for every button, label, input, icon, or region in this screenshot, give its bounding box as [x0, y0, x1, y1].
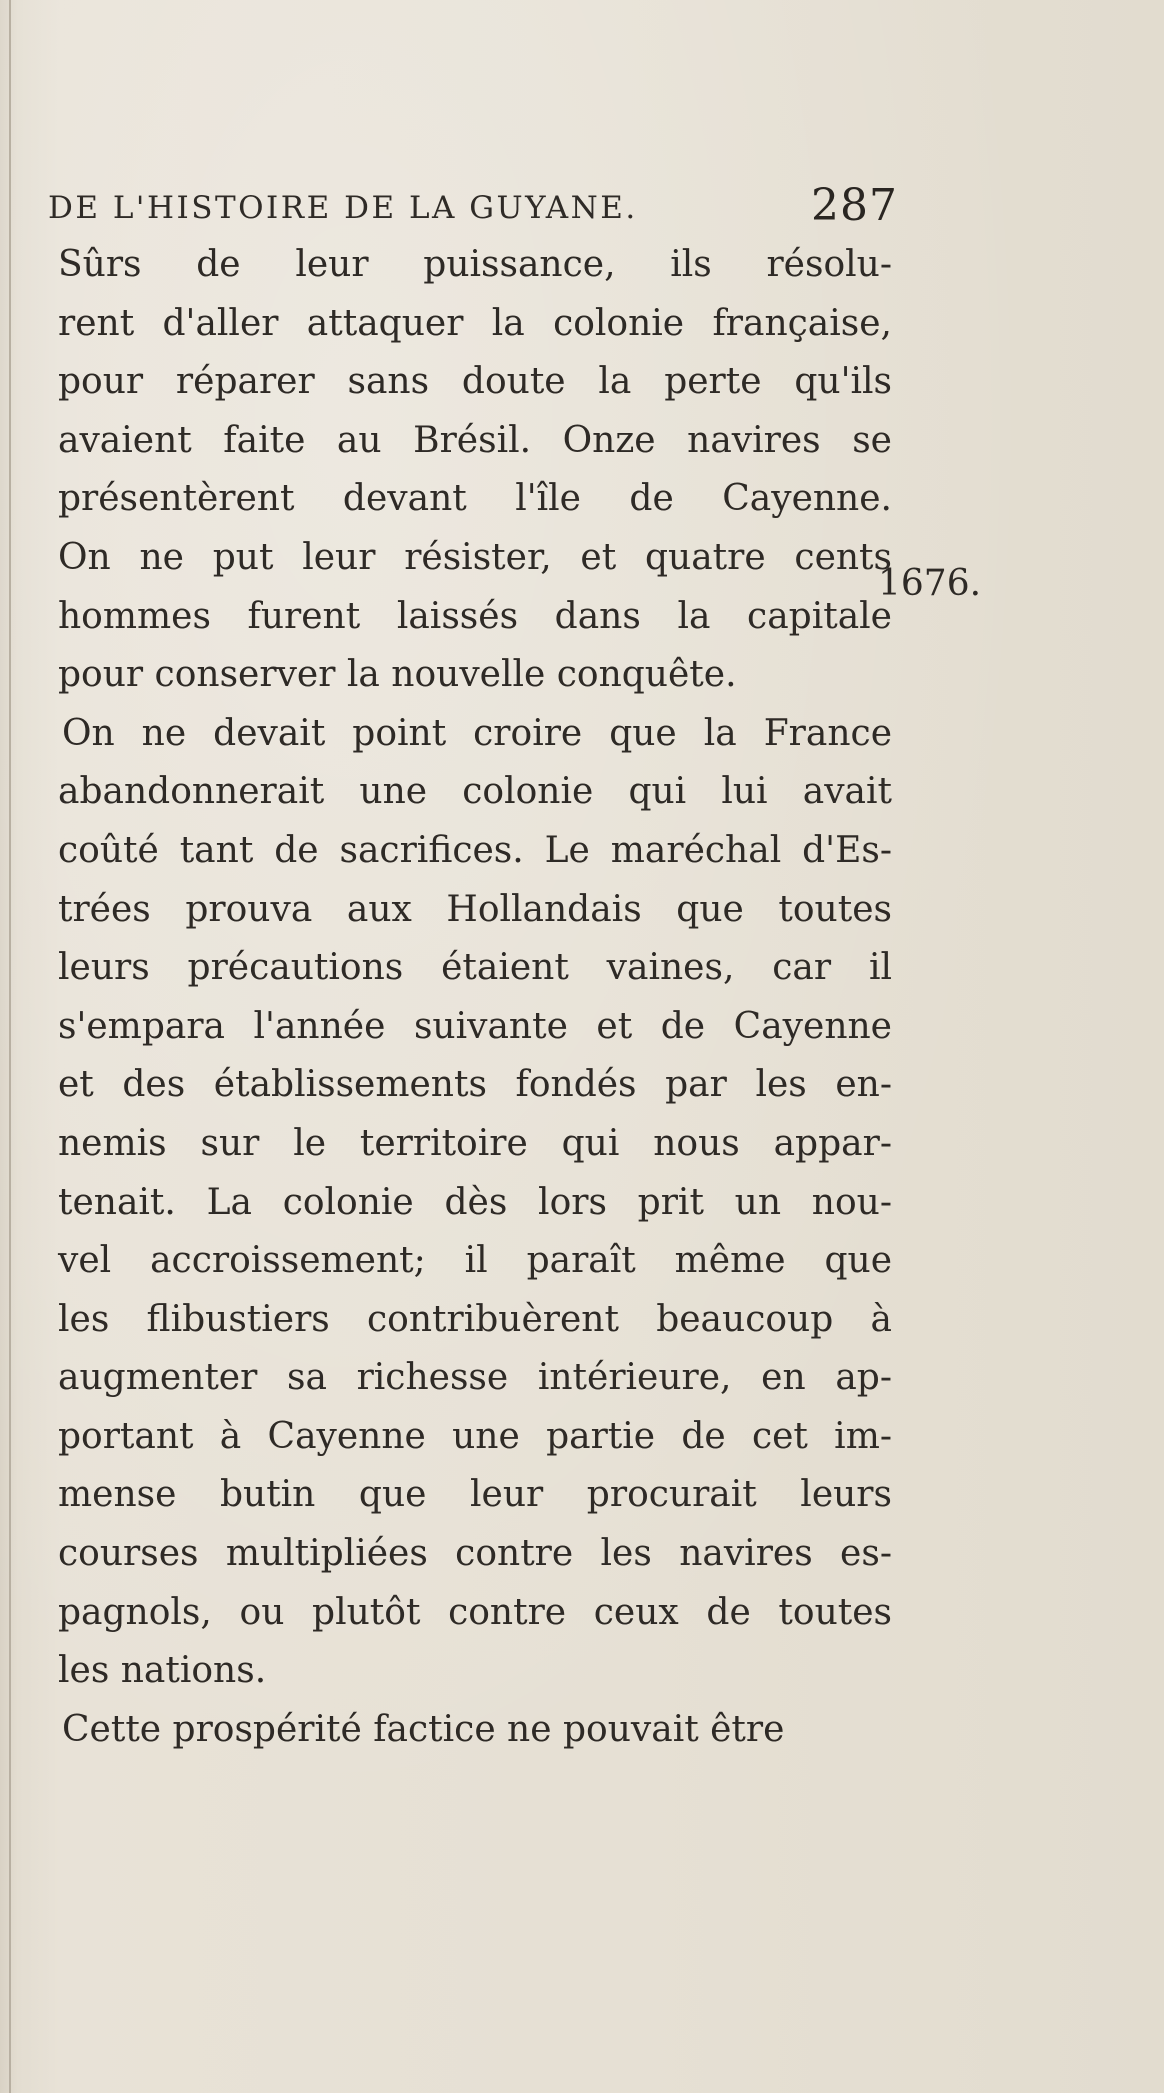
body-text [0, 236, 900, 1759]
margin-date-note: 1676. [878, 563, 982, 604]
text-line: les flibustiers contribuèrent beaucoup à [58, 1298, 892, 1340]
text-line: les nations. [58, 1650, 267, 1692]
text-line: portant à Cayenne une partie de cet im- [58, 1415, 892, 1457]
text-line: pour conserver la nouvelle conquête. [58, 654, 737, 696]
text-line: nemis sur le territoire qui nous appar- [58, 1122, 892, 1164]
running-title: DE L'HISTOIRE DE LA GUYANE. [48, 190, 638, 226]
text-line: trées prouva aux Hollandais que toutes [58, 888, 892, 930]
text-line: vel accroissement; il paraît même que [58, 1240, 892, 1282]
text-line: coûté tant de sacrifices. Le maréchal d'Es- [58, 829, 892, 871]
text-line: courses multipliées contre les navires es- [58, 1533, 892, 1575]
text-line: et des établissements fondés par les en- [58, 1064, 892, 1106]
text-line: On ne put leur résister, et quatre cents [58, 536, 892, 578]
text-line: On ne devait point croire que la France [62, 712, 892, 754]
text-line: tenait. La colonie dès lors prit un nou- [58, 1181, 892, 1223]
text-line: augmenter sa richesse intérieure, en ap- [58, 1357, 892, 1399]
text-line: Sûrs de leur puissance, ils résolu- [58, 244, 892, 285]
text-line: s'empara l'année suivante et de Cayenne [58, 1005, 892, 1047]
text-line: avaient faite au Brésil. Onze navires se [58, 419, 892, 461]
text-line: rent d'aller attaquer la colonie française, [58, 302, 892, 344]
running-head [48, 180, 898, 240]
text-line: mense butin que leur procurait leurs [58, 1474, 892, 1516]
text-line: leurs précautions étaient vaines, car il [58, 947, 892, 989]
text-line: Cette prospérité factice ne pouvait être [62, 1708, 785, 1750]
text-line: pour réparer sans doute la perte qu'ils [58, 361, 892, 403]
text-line: hommes furent laissés dans la capitale [58, 595, 892, 637]
text-line: pagnols, ou plutôt contre ceux de toutes [58, 1591, 892, 1633]
page-number: 287 [811, 180, 898, 231]
text-line: abandonnerait une colonie qui lui avait [58, 771, 892, 813]
text-line: présentèrent devant l'île de Cayenne. [58, 478, 892, 520]
